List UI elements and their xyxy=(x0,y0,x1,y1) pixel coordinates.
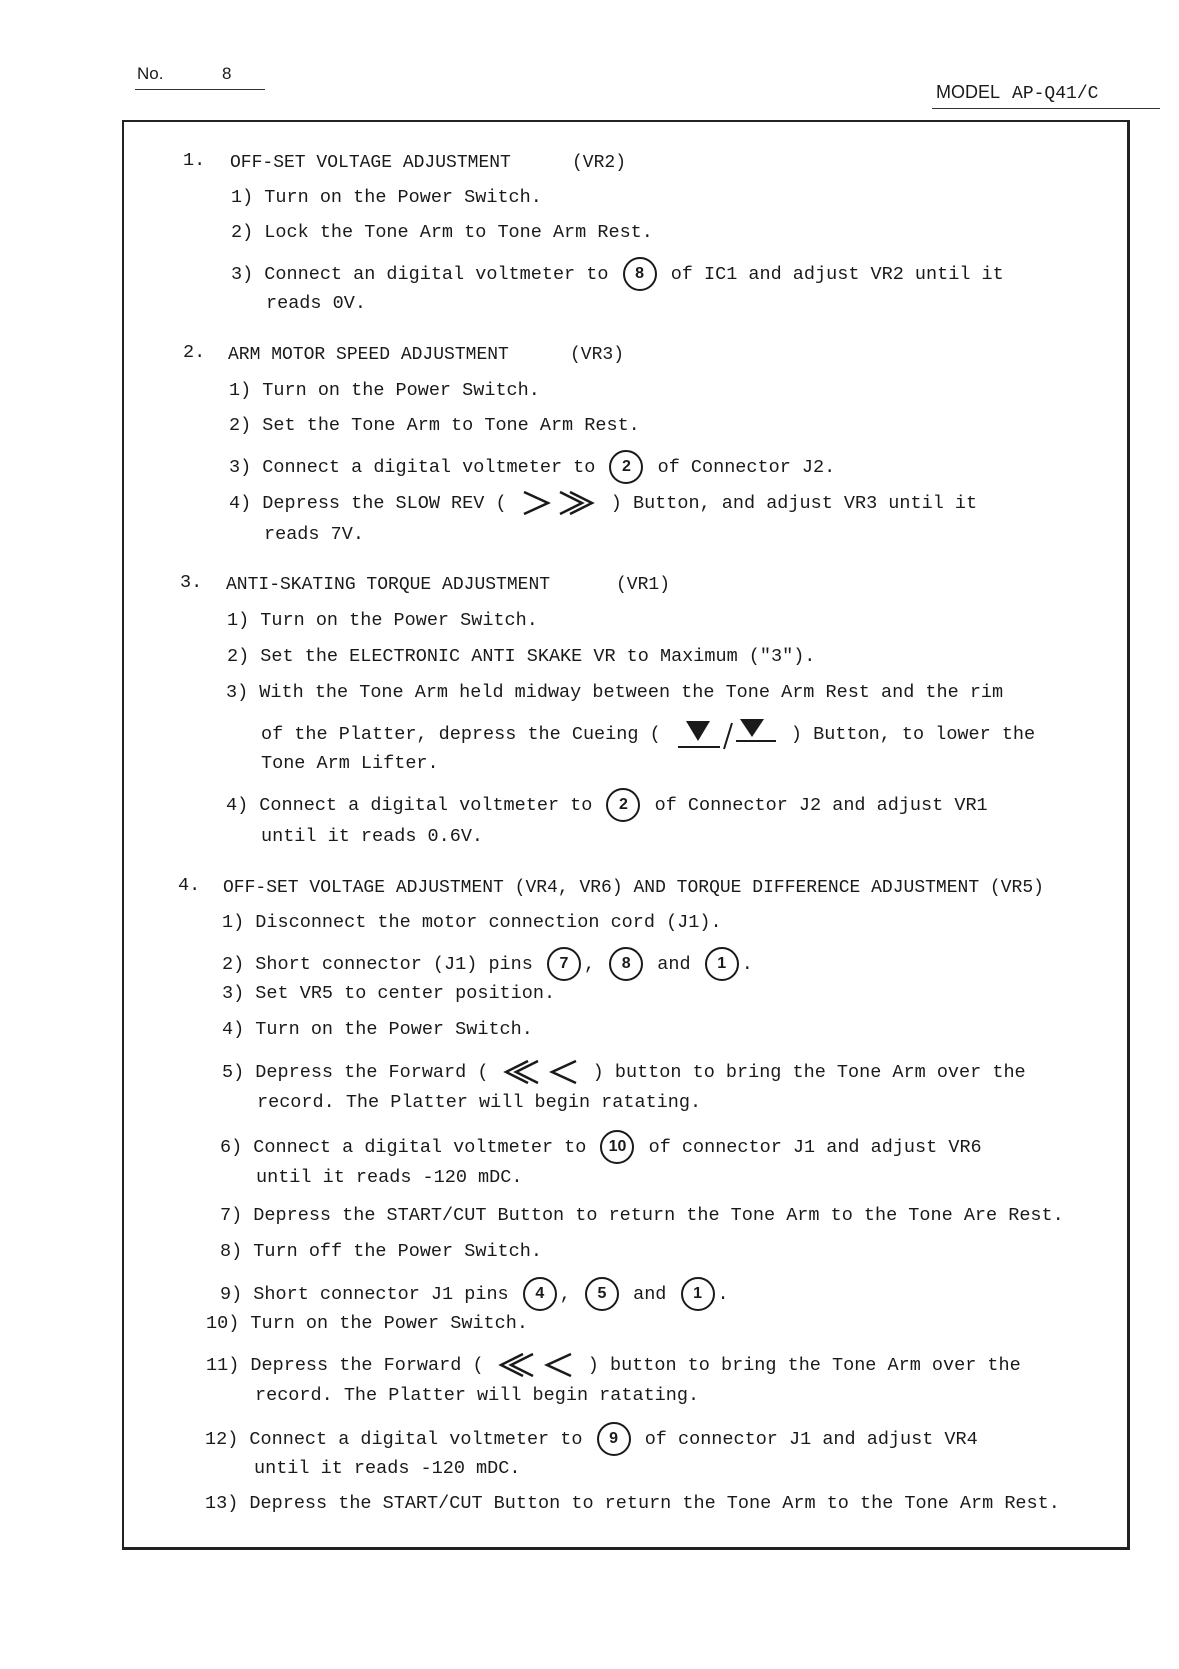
step-text: 6) Connect a digital voltmeter to xyxy=(220,1136,587,1158)
step xyxy=(229,488,977,518)
cueing-symbol-icon xyxy=(672,717,780,751)
step: 4) Turn on the Power Switch. xyxy=(222,1019,533,1040)
step-text: 9) Short connector J1 pins xyxy=(220,1283,509,1305)
step: 10) Turn on the Power Switch. xyxy=(206,1313,528,1334)
step-text: and xyxy=(633,1283,667,1305)
pin-circle: 4 xyxy=(523,1277,557,1311)
step-continuation: reads 0V. xyxy=(266,293,366,314)
step-text: 5) Depress the Forward ( xyxy=(222,1061,489,1083)
section-title: ANTI-SKATING TORQUE ADJUSTMENT xyxy=(226,575,551,595)
step-text: ) button to bring the Tone Arm over the xyxy=(587,1354,1021,1376)
header-rule-left xyxy=(135,89,265,90)
section-title: OFF-SET VOLTAGE ADJUSTMENT xyxy=(230,153,511,173)
step: 7) Depress the START/CUT Button to return the Tone Arm to the Tone Are Rest. xyxy=(220,1205,1064,1226)
step: 1) Turn on the Power Switch. xyxy=(229,380,540,401)
step: 2) Set the ELECTRONIC ANTI SKAKE VR to Maximum ("3"). xyxy=(227,646,816,667)
step-continuation: until it reads 0.6V. xyxy=(261,826,484,847)
step: 3) With the Tone Arm held midway between the Tone Arm Rest and the rim xyxy=(226,682,1004,703)
step: 8) Turn off the Power Switch. xyxy=(220,1241,542,1262)
model-header xyxy=(936,82,1098,104)
step-continuation: record. The Platter will begin ratating. xyxy=(255,1385,700,1406)
section-vr: (VR1) xyxy=(616,575,671,595)
step-text: 4) Depress the SLOW REV ( xyxy=(229,492,507,514)
page-number-label: No. xyxy=(137,64,164,83)
step: 9) Short connector J1 pins 4 , 5 and 1 . xyxy=(220,1277,729,1311)
section-vr: (VR3) xyxy=(570,345,625,365)
step-continuation: reads 7V. xyxy=(264,524,364,545)
step-continuation: Tone Arm Lifter. xyxy=(261,753,439,774)
step-text: of connector J1 and adjust VR6 xyxy=(648,1136,982,1158)
step-text: and xyxy=(657,953,691,975)
step xyxy=(220,1130,982,1164)
step-text: 3) Connect a digital voltmeter to xyxy=(229,456,596,478)
step-text: of connector J1 and adjust VR4 xyxy=(644,1428,978,1450)
pin-circle: 1 xyxy=(705,947,739,981)
step-text: of Connector J2 and adjust VR1 xyxy=(654,794,988,816)
step-continuation xyxy=(261,717,1035,751)
forward-arrows-icon xyxy=(495,1350,577,1380)
step xyxy=(231,257,1004,291)
section-number: 1. xyxy=(183,150,206,171)
step-continuation: record. The Platter will begin ratating. xyxy=(257,1092,702,1113)
step: 2) Lock the Tone Arm to Tone Arm Rest. xyxy=(231,222,653,243)
pin-circle: 9 xyxy=(597,1422,631,1456)
page-number: 8 xyxy=(222,64,232,83)
step xyxy=(222,1057,1026,1087)
step-text: 4) Connect a digital voltmeter to xyxy=(226,794,593,816)
step: 1) Turn on the Power Switch. xyxy=(231,187,542,208)
pin-circle: 1 xyxy=(681,1277,715,1311)
section-title: ARM MOTOR SPEED ADJUSTMENT xyxy=(228,345,509,365)
pin-circle: 2 xyxy=(606,788,640,822)
section-number: 4. xyxy=(178,875,201,896)
step: 2) Set the Tone Arm to Tone Arm Rest. xyxy=(229,415,640,436)
step xyxy=(205,1422,978,1456)
header-rule-right xyxy=(932,108,1160,109)
step-text: 12) Connect a digital voltmeter to xyxy=(205,1428,583,1450)
pin-circle: 10 xyxy=(600,1130,634,1164)
step-text: of IC1 and adjust VR2 until it xyxy=(670,263,1004,285)
step xyxy=(229,450,835,484)
step: 1) Disconnect the motor connection cord (J1). xyxy=(222,912,722,933)
pin-circle: 2 xyxy=(609,450,643,484)
step xyxy=(226,788,988,822)
step: 1) Turn on the Power Switch. xyxy=(227,610,538,631)
step: 3) Set VR5 to center position. xyxy=(222,983,556,1004)
section-number: 3. xyxy=(180,572,203,593)
step-text: 11) Depress the Forward ( xyxy=(206,1354,484,1376)
pin-circle: 5 xyxy=(585,1277,619,1311)
model-label: MODEL xyxy=(936,82,1001,102)
slow-rev-arrows-icon xyxy=(518,488,600,518)
section-vr: (VR2) xyxy=(572,153,627,173)
step-text: ) button to bring the Tone Arm over the xyxy=(592,1061,1026,1083)
step-text: of the Platter, depress the Cueing ( xyxy=(261,723,661,745)
step-text: 3) Connect an digital voltmeter to xyxy=(231,263,609,285)
pin-circle: 7 xyxy=(547,947,581,981)
step-text: ) Button, and adjust VR3 until it xyxy=(610,492,978,514)
step xyxy=(206,1350,1021,1380)
model-value: AP-Q41/C xyxy=(1012,84,1099,104)
step-continuation: until it reads -120 mDC. xyxy=(254,1458,521,1479)
pin-circle: 8 xyxy=(609,947,643,981)
step-continuation: until it reads -120 mDC. xyxy=(256,1167,523,1188)
step-text: ) Button, to lower the xyxy=(790,723,1036,745)
forward-arrows-icon xyxy=(500,1057,582,1087)
section-number: 2. xyxy=(183,342,206,363)
step-text: of Connector J2. xyxy=(657,456,836,478)
section-title: OFF-SET VOLTAGE ADJUSTMENT (VR4, VR6) AND TORQUE DIFFERENCE ADJUSTMENT (VR5) xyxy=(223,878,1044,898)
pin-circle: 8 xyxy=(623,257,657,291)
step-text: 2) Short connector (J1) pins xyxy=(222,953,533,975)
step: 13) Depress the START/CUT Button to return the Tone Arm to the Tone Arm Rest. xyxy=(205,1493,1060,1514)
step: 2) Short connector (J1) pins 7 , 8 and 1 . xyxy=(222,947,753,981)
